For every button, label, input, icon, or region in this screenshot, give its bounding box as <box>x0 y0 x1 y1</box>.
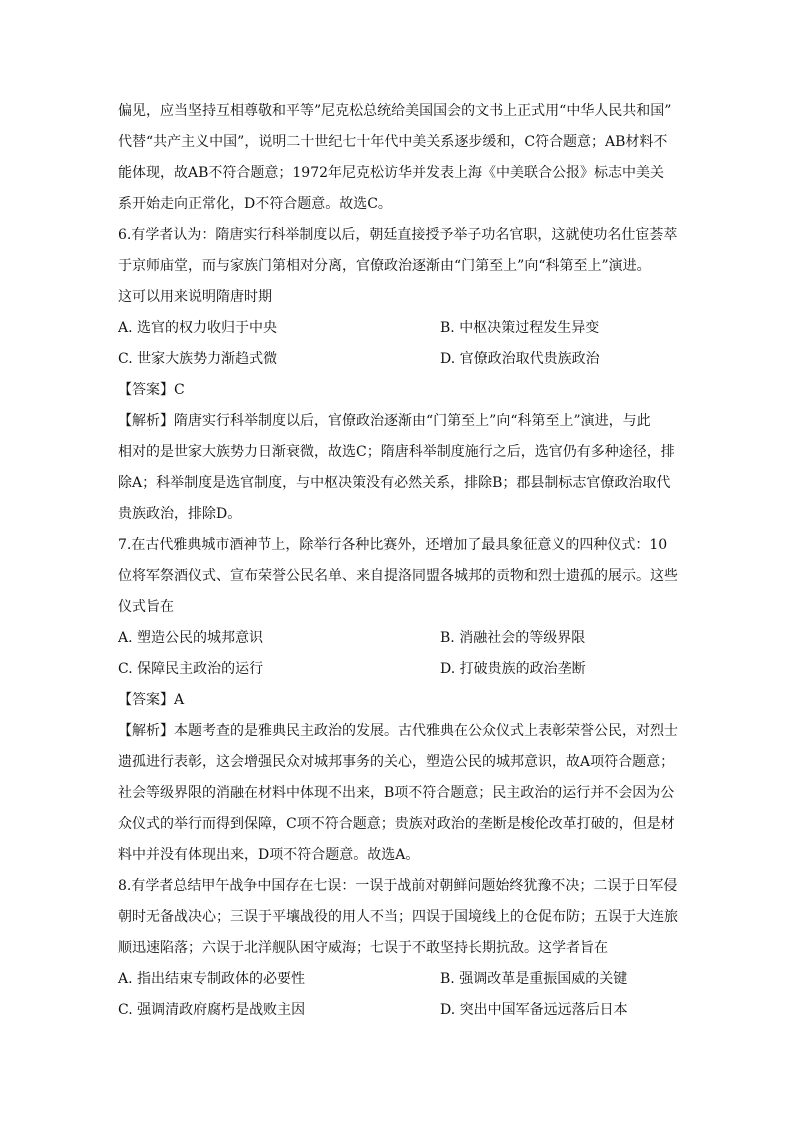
question-8 <box>118 871 678 1026</box>
option-c: C. 世家大族势力渐趋式微 <box>118 351 278 367</box>
question-7 <box>118 530 678 871</box>
answer-label: 【答案】A <box>118 692 185 708</box>
analysis-line: 料中并没有体现出来，D项不符合题意。故选A。 <box>118 847 420 863</box>
question-6 <box>118 220 678 530</box>
analysis-line: 贵族政治，排除D。 <box>118 506 242 522</box>
option-a: A. 塑造公民的城邦意识 <box>118 630 264 646</box>
text-line: 能体现，故AB不符合题意；1972年尼克松访华并发表上海《中美联合公报》标志中美关 <box>118 165 665 181</box>
question-stem-line: 8.有学者总结甲午战争中国存在七误：一误于战前对朝鲜问题始终犹豫不决；二误于日军侵 <box>118 878 678 894</box>
option-d: D. 打破贵族的政治垄断 <box>440 661 586 677</box>
question-stem-line: 仪式旨在 <box>118 599 174 615</box>
previous-analysis-paragraph <box>118 96 678 220</box>
option-b: B. 消融社会的等级界限 <box>440 630 586 646</box>
analysis-line: 【解析】本题考查的是雅典民主政治的发展。古代雅典在公众仪式上表彰荣誉公民，对烈士 <box>118 723 678 739</box>
analysis-line: 遗孤进行表彰，这会增强民众对城邦事务的关心，塑造公民的城邦意识，故A项符合题意； <box>118 754 675 770</box>
question-stem-line: 位将军祭酒仪式、宣布荣誉公民名单、来自提洛同盟各城邦的贡物和烈士遗孤的展示。这些 <box>118 568 678 584</box>
options-grid <box>118 964 678 1026</box>
question-stem-line: 6.有学者认为：隋唐实行科举制度以后，朝廷直接授予举子功名官职，这就使功名仕宦荟萃 <box>118 227 678 243</box>
analysis-line: 除A；科举制度是选官制度，与中枢决策没有必然关系，排除B；郡县制标志官僚政治取代 <box>118 475 671 491</box>
question-stem-line: 朝时无备战决心；三误于平壤战役的用人不当；四误于国境线上的仓促布防；五误于大连旅 <box>118 909 678 925</box>
option-c: C. 保障民主政治的运行 <box>118 661 264 677</box>
question-stem-line: 7.在古代雅典城市酒神节上，除举行各种比赛外，还增加了最具象征意义的四种仪式：10 <box>118 537 668 553</box>
analysis-line: 社会等级界限的消融在材料中体现不出来，B项不符合题意；民主政治的运行并不会因为公 <box>118 785 675 801</box>
option-d: D. 官僚政治取代贵族政治 <box>440 351 600 367</box>
option-b: B. 中枢决策过程发生异变 <box>440 320 600 336</box>
text-line: 偏见，应当坚持互相尊敬和平等”尼克松总统给美国国会的文书上正式用“中华人民共和国” <box>118 103 672 119</box>
answer-label: 【答案】C <box>118 382 185 398</box>
options-grid <box>118 313 678 375</box>
document-page <box>118 96 678 1026</box>
option-c: C. 强调清政府腐朽是战败主因 <box>118 1002 306 1018</box>
question-stem-line: 于京师庙堂，而与家族门第相对分离，官僚政治逐渐由“门第至上”向“科第至上”演进。 <box>118 258 651 274</box>
options-grid <box>118 623 678 685</box>
option-a: A. 指出结束专制政体的必要性 <box>118 971 306 987</box>
question-stem-line: 这可以用来说明隋唐时期 <box>118 289 272 305</box>
text-line: 代替“共产主义中国”，说明二十世纪七十年代中美关系逐步缓和，C符合题意；AB材料不 <box>118 134 668 150</box>
option-b: B. 强调改革是重振国威的关键 <box>440 971 628 987</box>
text-line: 系开始走向正常化，D不符合题意。故选C。 <box>118 196 392 212</box>
option-a: A. 选官的权力收归于中央 <box>118 320 278 336</box>
question-stem-line: 顺迅速陷落；六误于北洋舰队困守威海；七误于不敢坚持长期抗敌。这学者旨在 <box>118 940 608 956</box>
analysis-line: 众仪式的举行而得到保障，C项不符合题意；贵族对政治的垄断是梭伦改革打破的，但是材 <box>118 816 675 832</box>
analysis-line: 相对的是世家大族势力日渐衰微，故选C；隋唐科举制度施行之后，选官仍有多种途径，排 <box>118 444 675 460</box>
option-d: D. 突出中国军备远远落后日本 <box>440 1002 628 1018</box>
analysis-line: 【解析】隋唐实行科举制度以后，官僚政治逐渐由“门第至上”向“科第至上”演进，与此 <box>118 413 651 429</box>
